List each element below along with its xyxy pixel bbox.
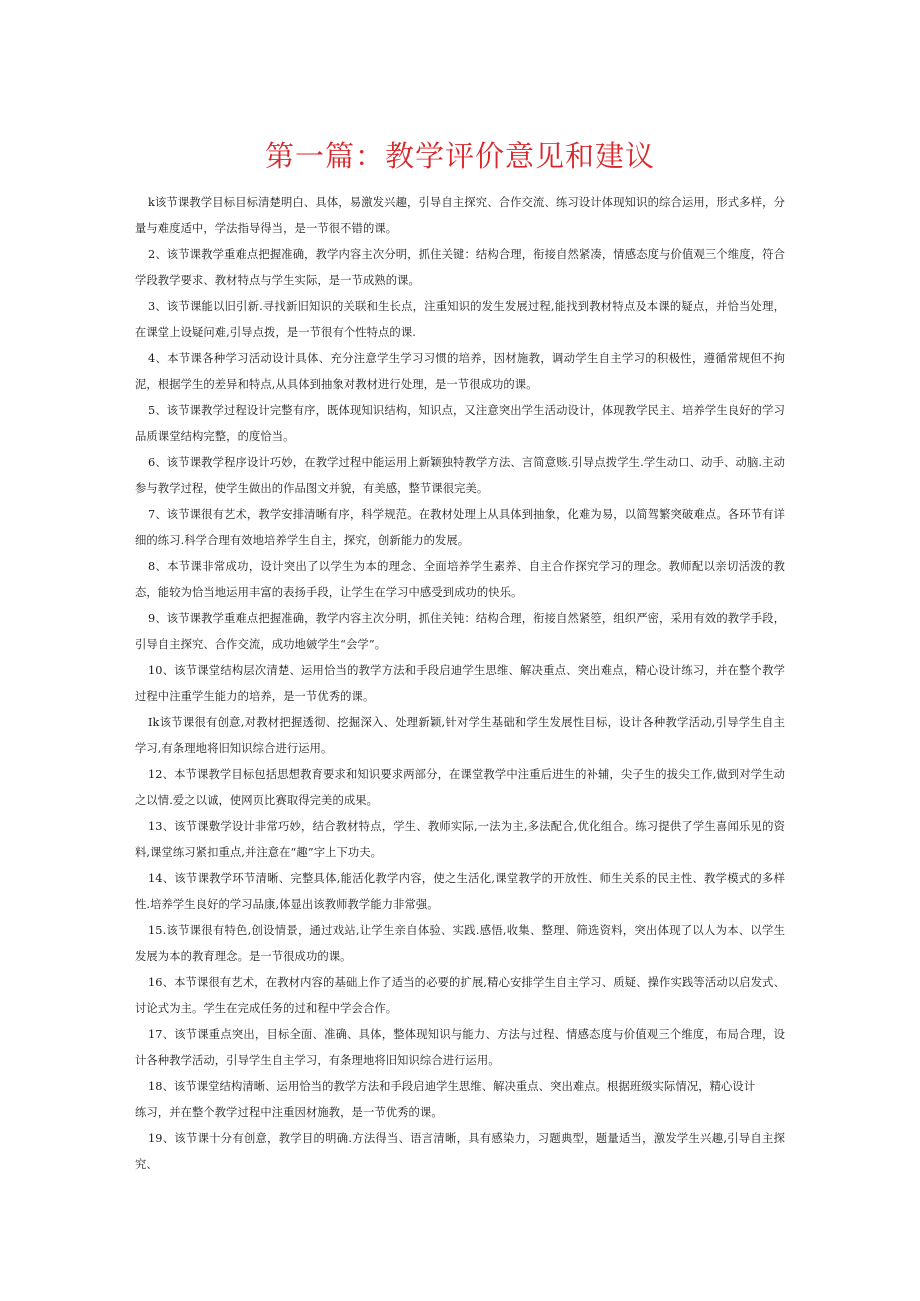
paragraph: 6、该节课教学程序设计巧妙，在教学过程中能运用上新颖独特教学方法、言简意赅.引导点拨学生.学生动口、动手、动脑.主动参与教学过程，使学生做出的作品图文并貌，有美感，整节课很完美。 [135,456,785,495]
paragraph: 16、本节课很有艺术，在教材内容的基础上作了适当的必要的扩展,精心安排学生自主学习、质疑、操作实践等活动以启发式、讨论式为主。学生在完成任务的过和程中学会合作。 [135,976,785,1015]
paragraph: 5、该节课教学过程设计完整有序，既体现知识结构，知识点，又注意突出学生活动设计，体现教学民主、培养学生良好的学习品质课堂结构完整，的度恰当。 [135,404,785,443]
paragraph: 3、该节课能以旧引新.寻找新旧知识的关联和生长点，注重知识的发生发展过程,能找到教材特点及本课的疑点，并恰当处理，在课堂上设疑问难,引导点拨，是一节很有个性特点的课. [135,300,785,339]
paragraph: 4、本节课各种学习活动设计具体、充分注意学生学习习惯的培养，因材施教，调动学生自主学习的积极性，遵循常规但不拘泥，根据学生的差异和特点,从具体到抽象对教材进行处理，是一节很成功的课。 [135,352,785,391]
paragraph: 7、该节课很有艺术，教学安排清晰有序，科学规范。在教材处理上从具体到抽象，化难为易，以简驾繁突破难点。各环节有详细的练习.科学合理有效地培养学生自主，探究，创新能力的发展。 [135,508,785,547]
paragraph: 17、该节课重点突出，目标全面、准确、具体，整体现知识与能力、方法与过程、情感态度与价值观三个维度，布局合理，设计各种教学活动，引导学生自主学习，有条理地将旧知识综合进行运用。 [135,1028,785,1067]
paragraph: 练习，并在整个教学过程中注重因材施教，是一节优秀的课。 [135,1106,443,1119]
paragraph: 2、该节课教学重难点把握准确，教学内容主次分明，抓住关键：结构合理，衔接自然紧凑，情感态度与价值观三个维度，符合学段教学要求、教材特点与学生实际，是一节成熟的课。 [135,248,785,287]
paragraph: 12、本节课教学目标包括思想教育要求和知识要求两部分，在课堂教学中注重后进生的补辅，尖子生的拔尖工作,做到对学生动之以情.爱之以诚，使网页比赛取得完美的成果。 [135,768,785,807]
paragraph: 19、该节课十分有创意，教学目的明确.方法得当、语言清晰，具有感染力，习题典型，题量适当，激发学生兴趣,引导自主探究、 [135,1132,785,1171]
paragraph: 8、本节课非常成功，设计突出了以学生为本的理念、全面培养学生素养、自主合作探究学习的理念。教师配以亲切活泼的教态，能较为恰当地运用丰富的表扬手段，让学生在学习中感受到成功的快乐。 [135,560,785,599]
paragraph: 18、该节课堂结构清晰、运用恰当的教学方法和手段启迪学生思维、解决重点、突出难点。根据班级实际情况，精心设计 [148,1080,756,1093]
paragraph: Ik该节课很有创意,对教材把握透彻、挖掘深入、处理新颖,针对学生基础和学生发展性目标，设计各种教学活动,引导学生自主学习,有条理地将旧知识综合进行运用。 [135,716,785,755]
paragraph: k该节课教学目标目标清楚明白、具体，易激发兴趣，引导自主探究、合作交流、练习设计体现知识的综合运用，形式多样，分量与难度适中，学法指导得当，是一节很不错的课。 [135,196,785,235]
paragraph: 10、该节课堂结构层次清楚、运用恰当的教学方法和手段启迪学生思维、解决重点、突出难点，精心设计练习，并在整个教学过程中注重学生能力的培养，是一节优秀的课。 [135,664,785,703]
page-title: 第一篇：教学评价意见和建议 [264,139,655,173]
paragraph: 15.该节课很有特色,创设情景，通过戏站,让学生亲自体验、实践.感悟,收集、整理、筛选资料，突出体现了以人为本、以学生发展为本的教育理念。是一节很成功的课。 [135,924,785,963]
document-body [135,190,785,1178]
paragraph: 9、该节课教学重难点把握准确，教学内容主次分明，抓住关钝：结构合理，衔接自然紧箜，组织严密，采用有效的教学手段，引导自主探究、合作交流，成功地皴学生“会学”。 [135,612,785,651]
paragraph: 13、该节课敷学设计非常巧妙，结合教材特点，学生、教师实际,一法为主,多法配合,优化组合。练习提供了学生喜闻乐见的资料,课堂练习紧扣重点,并注意在“趣”字上下功夫。 [135,820,785,859]
paragraph: 14、该节课教学环节清晰、完整具体,能活化教学内容，使之生活化,课堂教学的开放性、师生关系的民主性、教学模式的多样性.培养学生良好的学习品康,体显出该教师教学能力非常强。 [135,872,785,911]
